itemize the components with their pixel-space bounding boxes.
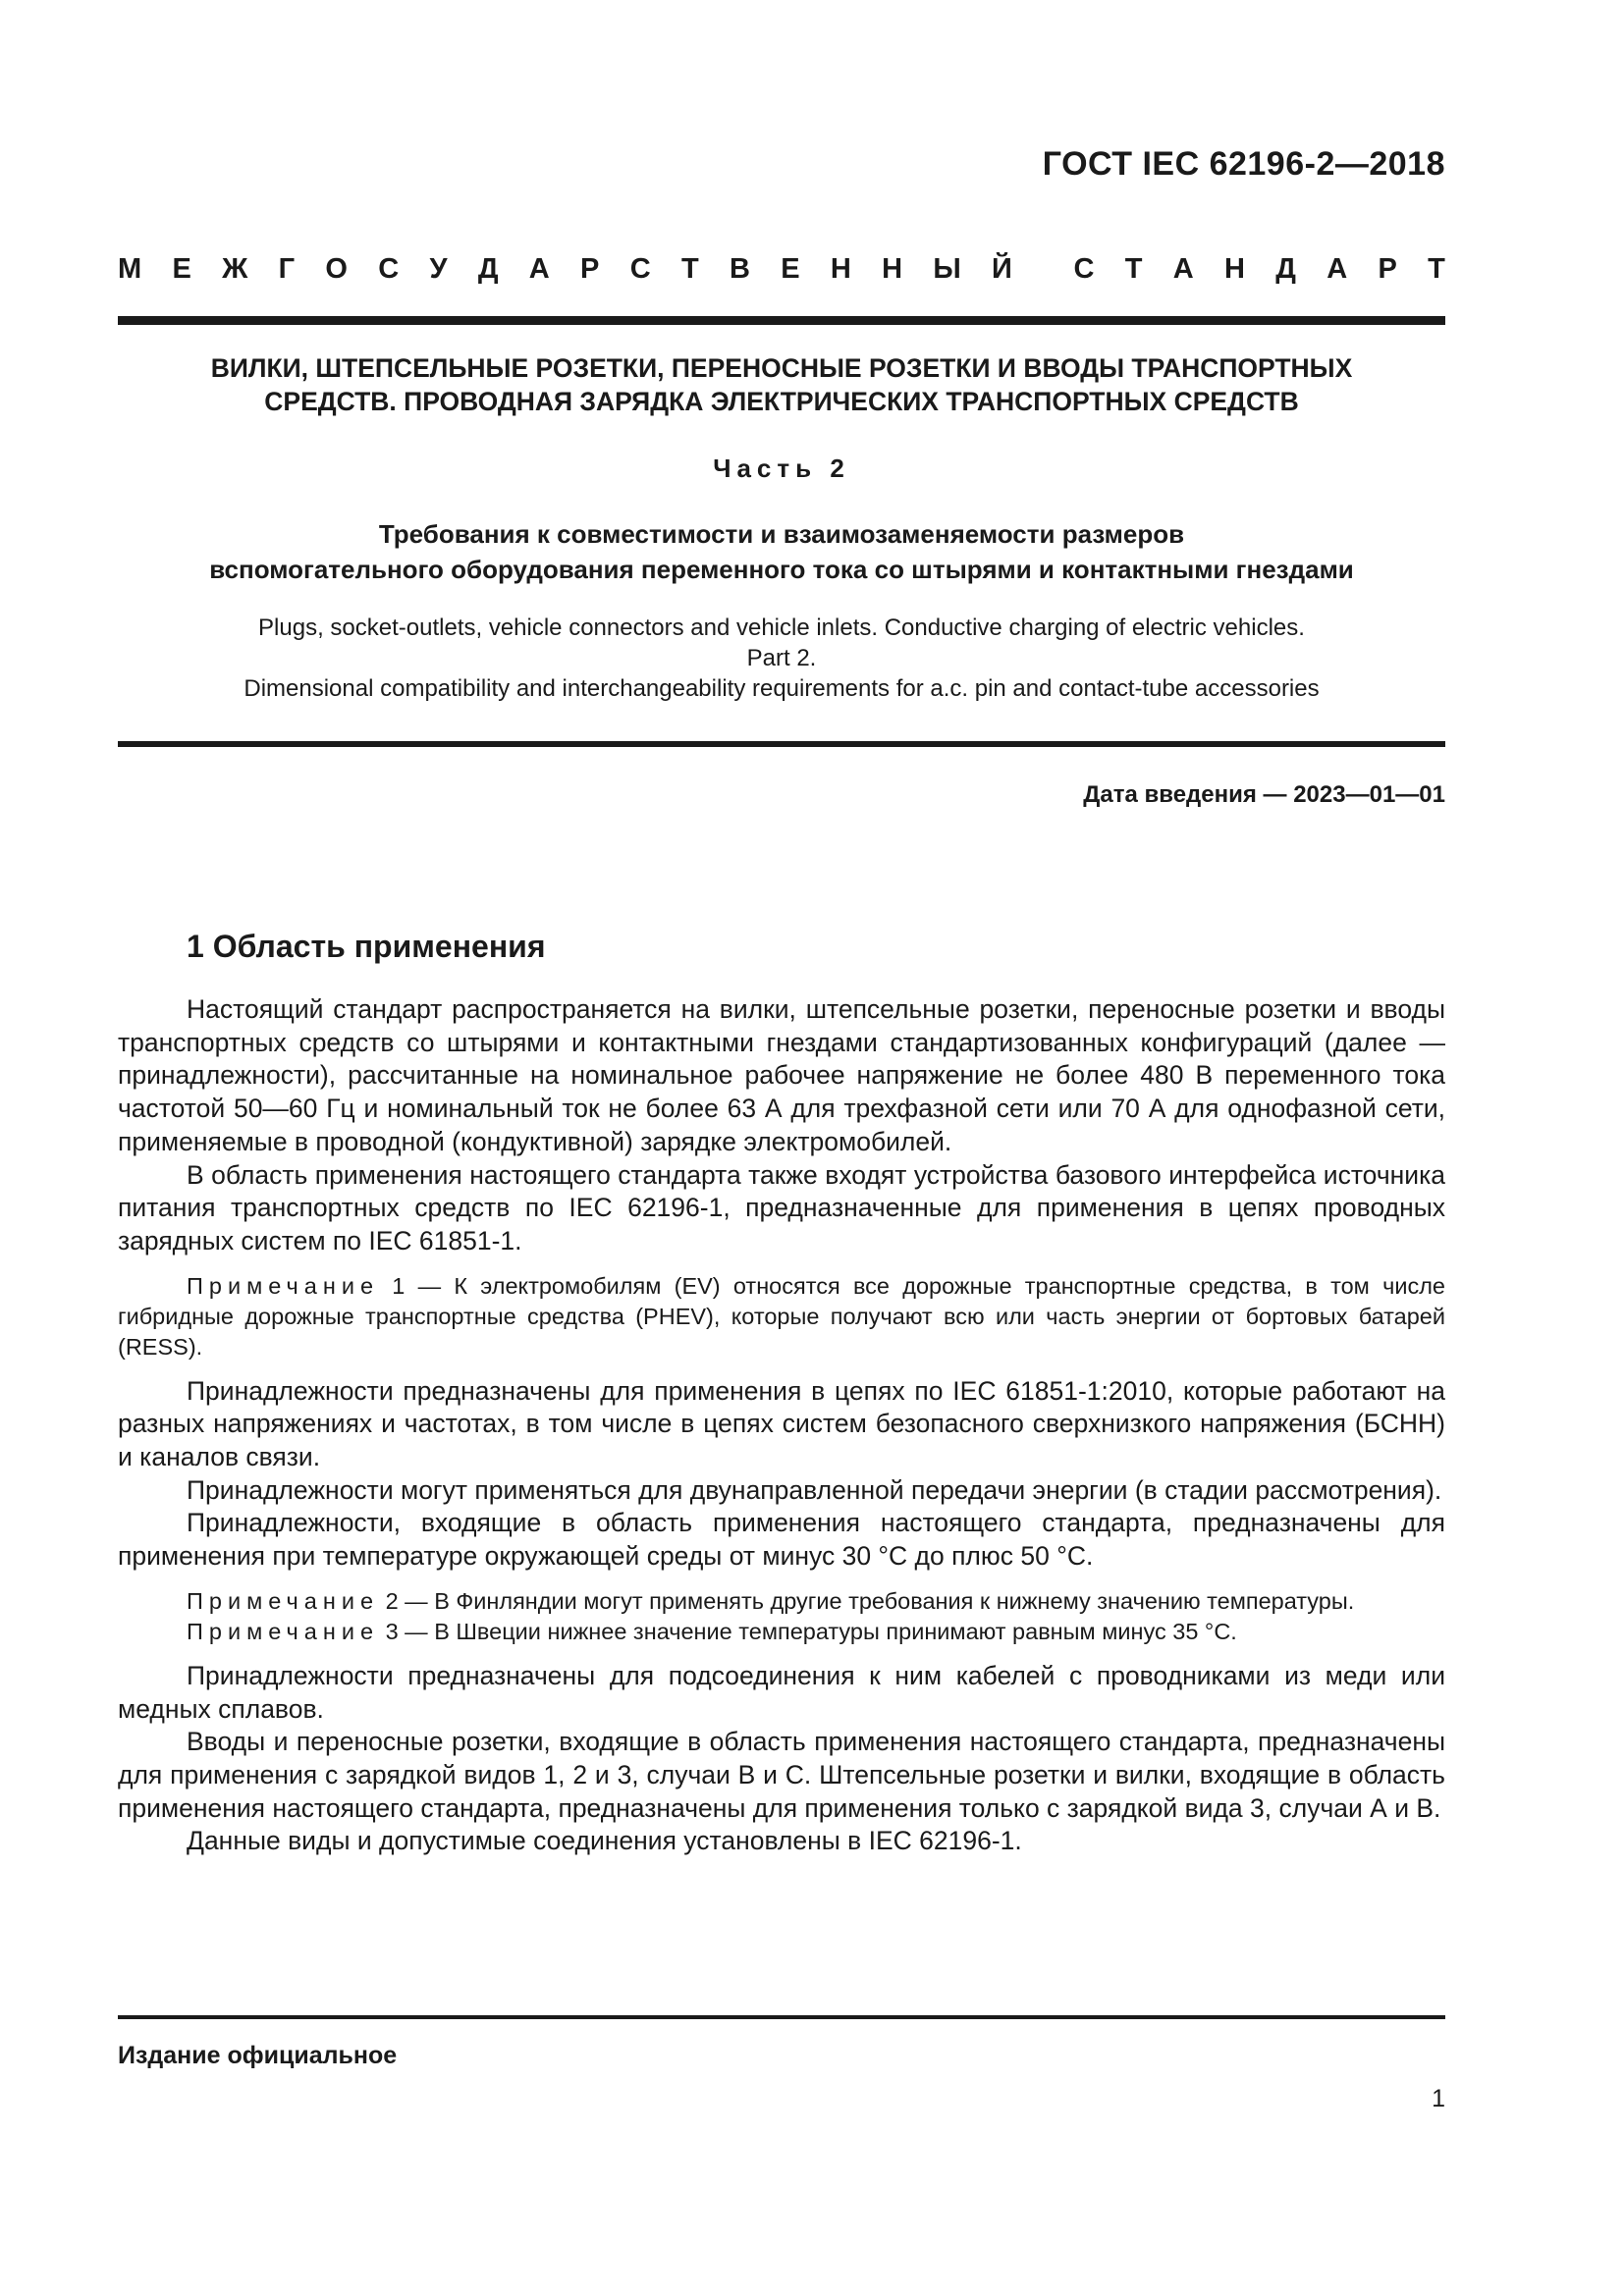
banner-letter: Е bbox=[172, 253, 191, 285]
banner-letter: А bbox=[528, 253, 550, 285]
banner-letter: Р bbox=[580, 253, 600, 285]
paragraph: Настоящий стандарт распространяется на вилки, штепсельные розетки, переносные розетки и вводы транспортных средств со штырями и контактными гнездами стандартизованных конфигураций (далее — принадлежности), рассчитанные на номинальное рабочее напряжение не более 480 В переменного тока частотой 50—60 Гц и номинальный ток не более 63 А для трехфазной сети или 70 А для однофазной сети, применяемые в проводной (кондуктивной) зарядке электромобилей. bbox=[118, 994, 1445, 1156]
note-text: 2 — В Финляндии могут применять другие требования к нижнему значению температуры. bbox=[385, 1587, 1355, 1614]
banner-letter: Г bbox=[278, 253, 296, 285]
banner-letter: Т bbox=[1428, 253, 1445, 285]
standard-kind-banner bbox=[118, 253, 1445, 286]
banner-letter: Н bbox=[882, 253, 903, 285]
banner-letter: У bbox=[429, 253, 448, 285]
introduction-date: Дата введения — 2023—01—01 bbox=[1083, 781, 1445, 808]
note-label: Примечание bbox=[187, 1272, 380, 1299]
title-en-line: Part 2. bbox=[746, 645, 817, 671]
banner-letter: Н bbox=[1224, 253, 1245, 285]
banner-letter: Т bbox=[680, 253, 699, 285]
subtitle-ru bbox=[118, 516, 1445, 587]
subtitle-ru-line: Требования к совместимости и взаимозаменяемости размеров bbox=[378, 519, 1185, 549]
page-number: 1 bbox=[1432, 2085, 1445, 2112]
title-en-line: Plugs, socket-outlets, vehicle connectors and vehicle inlets. Conductive charging of electric vehicles. bbox=[258, 614, 1305, 641]
note bbox=[118, 1271, 1445, 1362]
paragraph: Данные виды и допустимые соединения установлены в IEC 62196-1. bbox=[187, 1826, 1022, 1856]
banner-letter: Р bbox=[1378, 253, 1397, 285]
banner-letter: Е bbox=[781, 253, 800, 285]
note-label: Примечание bbox=[187, 1587, 380, 1614]
paragraph: Принадлежности, входящие в область применения настоящего стандарта, предназначены для применения при температуре окружающей среды от минус 30 °С до плюс 50 °С. bbox=[118, 1508, 1445, 1572]
notes-group bbox=[118, 1586, 1445, 1647]
footer-divider bbox=[118, 2015, 1445, 2019]
paragraph: Принадлежности могут применяться для двунаправленной передачи энергии (в стадии рассмотрения). bbox=[187, 1474, 1442, 1505]
section-heading: 1 Область применения bbox=[187, 929, 546, 964]
banner-letter: Ы bbox=[933, 253, 961, 285]
banner-letter: О bbox=[325, 253, 348, 285]
part-label: Часть 2 bbox=[713, 454, 850, 483]
note-text: 3 — В Швеции нижнее значение температуры принимают равным минус 35 °С. bbox=[385, 1618, 1237, 1644]
note-text: 1 — К электромобилям (EV) относятся все дорожные транспортные средства, в том числе гибридные дорожные транспортные средства (PHEV), которые получают всю или часть энергии от бортовых батарей (RESS). bbox=[118, 1272, 1445, 1360]
title-ru bbox=[118, 351, 1445, 418]
banner-letter: Д bbox=[1275, 253, 1296, 285]
subtitle-ru-line: вспомогательного оборудования переменного тока со штырями и контактными гнездами bbox=[209, 555, 1354, 584]
banner-letter: Й bbox=[992, 253, 1012, 285]
banner-letter: Т bbox=[1124, 253, 1143, 285]
header-divider bbox=[118, 316, 1445, 325]
standard-code: ГОСТ IEC 62196-2—2018 bbox=[1042, 145, 1445, 183]
paragraph: Вводы и переносные розетки, входящие в область применения настоящего стандарта, предназначены для применения с зарядкой видов 1, 2 и 3, случаи В и С. Штепсельные розетки и вилки, входящие в область применения настоящего стандарта, предназначены для применения только с зарядкой вида 3, случаи А и В. bbox=[118, 1727, 1445, 1823]
banner-letter: М bbox=[118, 253, 142, 285]
banner-letter: С bbox=[1073, 253, 1095, 285]
banner-letter: С bbox=[378, 253, 400, 285]
banner-letter: Ж bbox=[222, 253, 248, 285]
banner-letter: А bbox=[1326, 253, 1348, 285]
section-body bbox=[118, 993, 1445, 1858]
banner-letter: Н bbox=[830, 253, 851, 285]
title-divider bbox=[118, 741, 1445, 747]
note bbox=[118, 1586, 1445, 1617]
title-ru-line: ВИЛКИ, ШТЕПСЕЛЬНЫЕ РОЗЕТКИ, ПЕРЕНОСНЫЕ РОЗЕТКИ И ВВОДЫ ТРАНСПОРТНЫХ bbox=[210, 353, 1353, 383]
banner-letter: Д bbox=[477, 253, 499, 285]
paragraph: Принадлежности предназначены для применения в цепях по IEC 61851-1:2010, которые работают на разных напряжениях и частотах, в том числе в цепях систем безопасного сверхнизкого напряжения (БСНН) и каналов связи. bbox=[118, 1375, 1445, 1472]
paragraph: Принадлежности предназначены для подсоединения к ним кабелей с проводниками из меди или медных сплавов. bbox=[118, 1660, 1445, 1724]
paragraph: В область применения настоящего стандарта также входят устройства базового интерфейса источника питания транспортных средств по IEC 62196-1, предназначенные для применения в цепях проводных зарядных систем по IEC 61851-1. bbox=[118, 1159, 1445, 1255]
title-en-line: Dimensional compatibility and interchangeability requirements for a.c. pin and contact-tube accessories bbox=[244, 675, 1320, 702]
note bbox=[118, 1617, 1445, 1647]
banner-letter: В bbox=[729, 253, 750, 285]
note-label: Примечание bbox=[187, 1618, 380, 1644]
banner-letter: С bbox=[629, 253, 651, 285]
title-en bbox=[118, 613, 1445, 704]
banner-letter: А bbox=[1172, 253, 1194, 285]
title-ru-line: СРЕДСТВ. ПРОВОДНАЯ ЗАРЯДКА ЭЛЕКТРИЧЕСКИХ ТРАНСПОРТНЫХ СРЕДСТВ bbox=[264, 387, 1299, 416]
edition-label: Издание официальное bbox=[118, 2042, 398, 2069]
